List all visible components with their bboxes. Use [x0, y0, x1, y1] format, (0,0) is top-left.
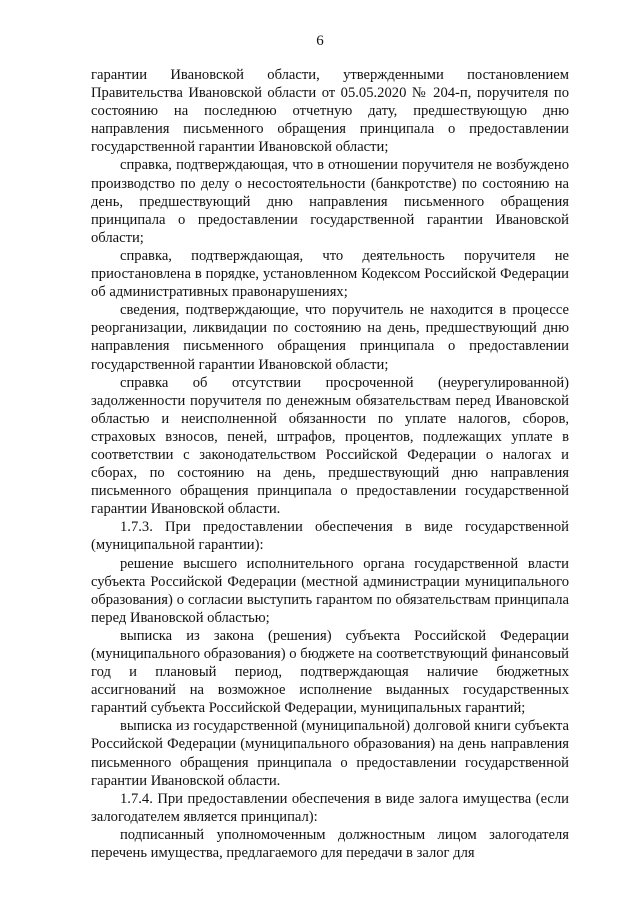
paragraph: справка об отсутствии просроченной (неурегулированной) задолженности поручителя по денежным обязательствам перед Ивановской областью и неисполненной обязанности по уплате налогов, сборов, страховых взносов, пеней, штрафов, процентов, подлежащих уплате в соответствии с законодательством Российской Федерации о налогах и сборах, по состоянию на день, предшествующий дню направления письменного обращения принципала о предоставлении государственной гарантии Ивановской области. — [91, 374, 569, 518]
paragraph: сведения, подтверждающие, что поручитель не находится в процессе реорганизации, ликвидации по состоянию на день, предшествующий дню направления письменного обращения принципала о предоставлении государственной гарантии Ивановской области; — [91, 302, 569, 373]
section-heading-1-7-3: 1.7.3. При предоставлении обеспечения в виде государственной (муниципальной гарантии): — [91, 519, 569, 554]
paragraph: выписка из государственной (муниципальной) долговой книги субъекта Российской Федерации (муниципального образования) на день направления письменного обращения принципала о предоставлении государственной гарантии Ивановской области. — [91, 718, 569, 789]
paragraph: решение высшего исполнительного органа государственной власти субъекта Российской Федерации (местной администрации муниципального образования) о согласии выступить гарантом по обязательствам принципала перед Ивановской областью; — [91, 555, 569, 626]
paragraph: подписанный уполномоченным должностным лицом залогодателя перечень имущества, предлагаемого для передачи в залог для — [91, 826, 569, 862]
paragraph: выписка из закона (решения) субъекта Российской Федерации (муниципального образования) о бюджете на соответствующий финансовый год и плановый период, подтверждающая наличие бюджетных ассигнований на возможное исполнение выданных государственных гарантий субъекта Российской Федерации, муниципальных гарантий; — [91, 627, 569, 717]
section-heading-1-7-4: 1.7.4. При предоставлении обеспечения в виде залога имущества (если залогодателем является принципал): — [91, 790, 569, 825]
paragraph: гарантии Ивановской области, утвержденными постановлением Правительства Ивановской области от 05.05.2020 № 204-п, поручителя по состоянию на последнюю отчетную дату, предшествующую дню направления письменного обращения принципала о предоставлении государственной гарантии Ивановской области; — [91, 67, 569, 156]
page-number: 6 — [316, 33, 324, 49]
paragraph: справка, подтверждающая, что в отношении поручителя не возбуждено производство по делу о несостоятельности (банкротстве) по состоянию на день, предшествующий дню направления письменного обращения принципала о предоставлении государственной гарантии Ивановской области; — [91, 157, 569, 246]
document-body — [91, 66, 569, 862]
paragraph: справка, подтверждающая, что деятельность поручителя не приостановлена в порядке, установленном Кодексом Российской Федерации об административных правонарушениях; — [91, 247, 569, 301]
